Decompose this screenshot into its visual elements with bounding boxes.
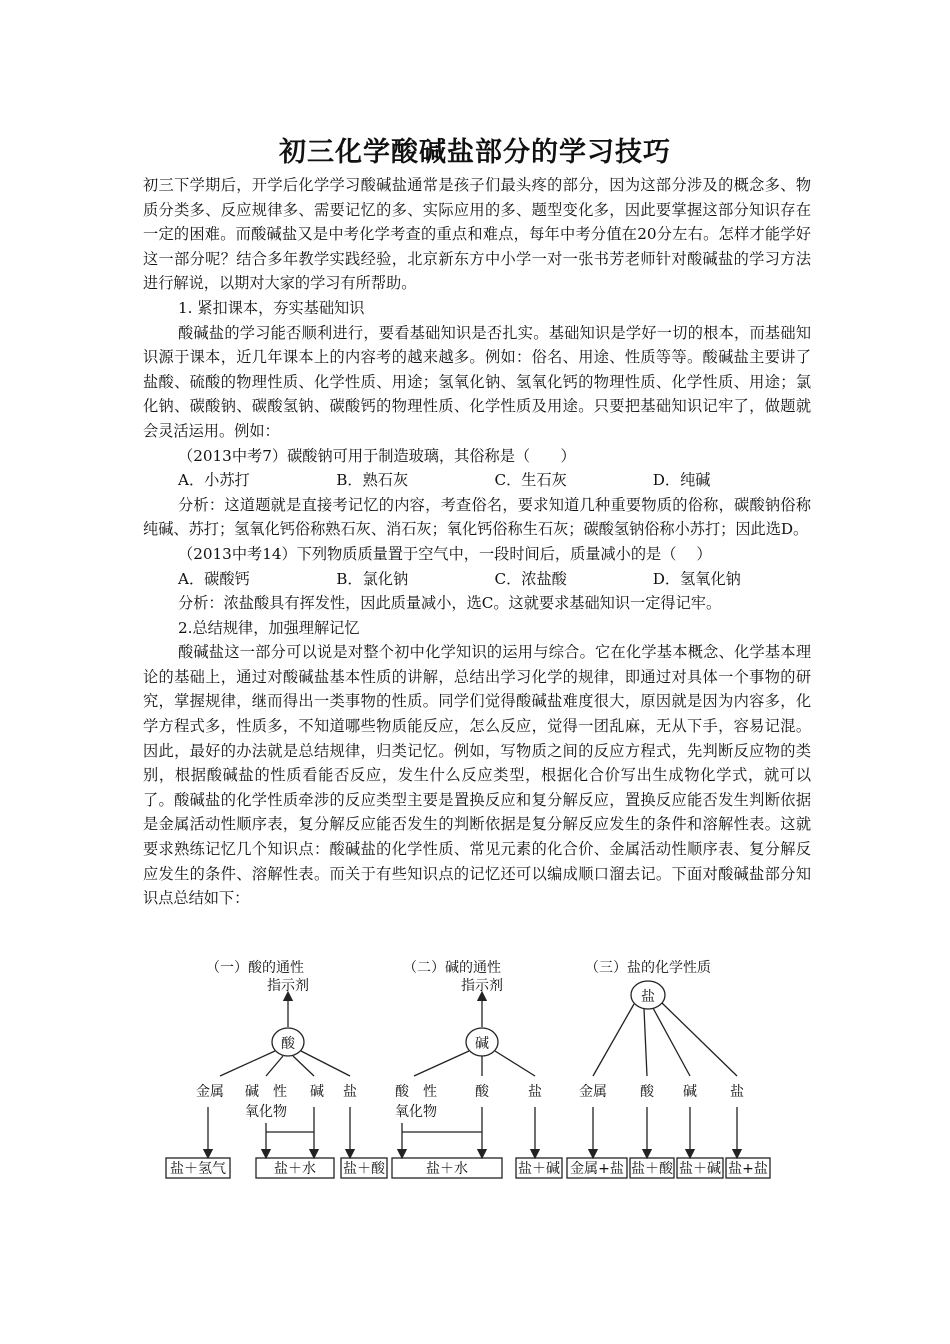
acid-result-2: 盐＋水 xyxy=(274,1161,316,1177)
section2-heading: 2.总结规律，加强理解记忆 xyxy=(178,618,360,637)
question-2: （2013中考14）下列物质质量置于空气中，一段时间后，质量减小的是（ ） xyxy=(178,544,712,563)
salt-branch-salt: 盐 xyxy=(730,1084,744,1100)
base-indicator: 指示剂 xyxy=(461,978,503,994)
acid-branch-salt: 盐 xyxy=(343,1084,357,1100)
option-b: B．氯化钠 xyxy=(336,569,409,588)
base-branch-acidic: 酸 性 xyxy=(395,1084,437,1100)
intro-paragraph: 初三下学期后，开学后化学学习酸碱盐通常是孩子们最头疼的部分，因为这部分涉及的概念多、物质分类多、反应规律多、需要记忆的多、实际应用的多、题型变化多，因此要掌握这部分知识存在一定的困难。而酸碱盐又是中考化学考查的重点和难点，每年中考分值在20分左右。怎样才能学好这一部分呢？结合多年教学实践经验，北京新东方中小学一对一张书芳老师针对酸碱盐的学习方法进行解说，以期对大家的学习有所帮助。 xyxy=(143,176,811,293)
base-result-1: 盐＋水 xyxy=(426,1161,468,1177)
base-branch-salt: 盐 xyxy=(528,1084,542,1100)
question-2-options xyxy=(143,567,811,592)
option-d: D．纯碱 xyxy=(652,471,711,490)
section1-heading: 1. 紧扣课本，夯实基础知识 xyxy=(178,298,365,317)
option-d: D．氢氧化钠 xyxy=(652,569,741,588)
acid-title: （一）酸的通性 xyxy=(206,960,304,976)
salt-center: 盐 xyxy=(641,989,655,1005)
salt-result-1: 金属+盐 xyxy=(570,1161,624,1177)
question-1: （2013中考7）碳酸钠可用于制造玻璃，其俗称是（ ） xyxy=(178,446,576,465)
base-center: 碱 xyxy=(475,1036,489,1052)
salt-result-4: 盐+盐 xyxy=(728,1161,768,1177)
option-a: A．小苏打 xyxy=(178,471,250,490)
section2-paragraph: 酸碱盐这一部分可以说是对整个初中化学知识的运用与综合。它在化学基本概念、化学基本理论的基础上，通过对酸碱盐基本性质的讲解，总结出学习化学的规律，即通过对具体一个事物的研究，掌握规律，继而得出一类事物的性质。同学们觉得酸碱盐难度很大，原因就是因为内容多，化学方程式多，性质多，不知道哪些物质能反应，怎么反应，觉得一团乱麻，无从下手，容易记混。因此，最好的办法就是总结规律，归类记忆。例如，写物质之间的反应方程式，先判断反应物的类别，根据酸碱盐的性质看能否反应，发生什么反应类型，根据化合价写出生成物化学式，就可以了。酸碱盐的化学性质牵涉的反应类型主要是置换反应和复分解反应，置换反应能否发生判断依据是金属活动性顺序表，复分解反应能否发生的判断依据是复分解反应发生的条件和溶解性表。这就要求熟练记忆几个知识点：酸碱盐的化学性质、常见元素的化合价、金属活动性顺序表、复分解反应发生的条件、溶解性表。而关于有些知识点的记忆还可以编成顺口溜去记。下面对酸碱盐部分知识点总结如下： xyxy=(143,643,811,908)
acid-indicator: 指示剂 xyxy=(267,978,309,994)
salt-branch-base: 碱 xyxy=(683,1084,697,1100)
acid-result-3: 盐＋酸 xyxy=(343,1161,385,1177)
option-a: A．碳酸钙 xyxy=(178,569,250,588)
option-c: C．浓盐酸 xyxy=(494,569,567,588)
base-title: （二）碱的通性 xyxy=(403,960,501,976)
acid-branch-basic: 碱 性 xyxy=(245,1084,287,1100)
article-body xyxy=(143,173,811,911)
question-2-analysis: 分析：浓盐酸具有挥发性，因此质量减小，选C。这就要求基础知识一定得记牢。 xyxy=(178,594,722,613)
acid-branch-metal: 金属 xyxy=(196,1084,224,1100)
acid-center: 酸 xyxy=(281,1036,295,1052)
acid-branch-base: 碱 xyxy=(310,1084,324,1100)
properties-diagram-svg xyxy=(160,950,780,1190)
section1-paragraph: 酸碱盐的学习能否顺利进行，要看基础知识是否扎实。基础知识是学好一切的根本，而基础知识源于课本，近几年课本上的内容考的越来越多。例如：俗名、用途、性质等等。酸碱盐主要讲了盐酸、硫酸的物理性质、化学性质、用途；氢氧化钠、氢氧化钙的物理性质、化学性质、用途；氯化钠、碳酸钠、碳酸氢钠、碳酸钙的物理性质、化学性质及用途。只要把基础知识记牢了，做题就会灵活运用。例如： xyxy=(143,323,811,440)
base-branch-acid: 酸 xyxy=(475,1084,489,1100)
properties-diagram xyxy=(160,950,780,1190)
salt-title: （三）盐的化学性质 xyxy=(585,960,711,976)
salt-branch-acid: 酸 xyxy=(640,1084,654,1100)
acid-branch-oxide: 氧化物 xyxy=(245,1104,287,1120)
salt-result-2: 盐＋酸 xyxy=(631,1161,673,1177)
salt-result-3: 盐＋碱 xyxy=(679,1161,721,1177)
salt-branch-metal: 金属 xyxy=(579,1084,607,1100)
base-branch-oxide: 氧化物 xyxy=(395,1104,437,1120)
option-c: C．生石灰 xyxy=(494,471,567,490)
acid-result-1: 盐＋氢气 xyxy=(170,1161,226,1177)
option-b: B．熟石灰 xyxy=(336,471,409,490)
question-1-options xyxy=(143,468,811,493)
page-title: 初三化学酸碱盐部分的学习技巧 xyxy=(279,137,671,168)
question-1-analysis: 分析：这道题就是直接考记忆的内容，考查俗名，要求知道几种重要物质的俗称，碳酸钠俗称纯碱、苏打；氢氧化钙俗称熟石灰、消石灰；氧化钙俗称生石灰；碳酸氢钠俗称小苏打；因此选D。 xyxy=(143,495,811,539)
base-result-2: 盐＋碱 xyxy=(518,1161,560,1177)
